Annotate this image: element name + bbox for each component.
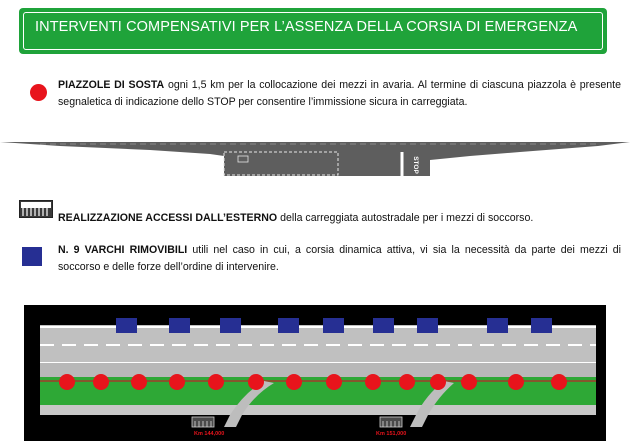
item-piazzole: [58, 77, 621, 111]
layby-dot: [430, 374, 446, 390]
item-text: utili nel caso in cui, a corsia dinamica attiva, vi sia la necessità da parte dei mezzi di soccorso e delle forze dell’ordine di intervenire.: [58, 244, 621, 273]
layby-diagram: [0, 138, 630, 180]
stop-marking: STOP: [412, 156, 419, 174]
title-banner: [19, 8, 607, 54]
gap-marker: [487, 318, 508, 333]
access-gate-icon: [380, 417, 402, 427]
layby-dot: [131, 374, 147, 390]
layby-dot: [326, 374, 342, 390]
gap-marker: [373, 318, 394, 333]
layby-dot: [169, 374, 185, 390]
layby-dot: [551, 374, 567, 390]
page-title: INTERVENTI COMPENSATIVI PER L’ASSENZA DELLA CORSIA DI EMERGENZA: [35, 19, 578, 35]
access-label-1: Km 144,000: [194, 431, 225, 437]
layby-dot: [93, 374, 109, 390]
item-heading: PIAZZOLE DI SOSTA: [58, 79, 165, 91]
gap-marker: [278, 318, 299, 333]
red-circle-icon: [30, 84, 47, 101]
item-varchi: [58, 242, 621, 276]
layby-dot: [59, 374, 75, 390]
item-heading: REALIZZAZIONE ACCESSI DALL’ESTERNO: [58, 212, 278, 224]
gap-marker: [417, 318, 438, 333]
blue-square-icon: [22, 247, 42, 266]
layby-dot: [461, 374, 477, 390]
layby-road-surface: [0, 142, 630, 176]
layby-dot: [508, 374, 524, 390]
layby-dot: [399, 374, 415, 390]
gap-marker: [169, 318, 190, 333]
service-road: [40, 405, 596, 415]
layby-dot: [286, 374, 302, 390]
gap-marker: [323, 318, 344, 333]
item-heading: N. 9 VARCHI RIMOVIBILI: [58, 244, 188, 256]
layby-dot: [248, 374, 264, 390]
item-accessi: [58, 210, 618, 227]
item-text: ogni 1,5 km per la collocazione dei mezzi in avaria. Al termine di ciascuna piazzola è presente segnaletica di indicazione dello STOP per consentire l’immissione sicura in carreggiata.: [58, 79, 621, 108]
access-gate-icon: [19, 200, 53, 218]
layby-dot: [365, 374, 381, 390]
layby-dot: [208, 374, 224, 390]
gap-marker: [531, 318, 552, 333]
access-gate-icon: [192, 417, 214, 427]
access-label-2: Km 151,000: [376, 431, 407, 437]
item-text: della carreggiata autostradale per i mezzi di soccorso.: [277, 212, 534, 224]
road-diagram: [24, 305, 606, 441]
gap-marker: [116, 318, 137, 333]
gap-marker: [220, 318, 241, 333]
